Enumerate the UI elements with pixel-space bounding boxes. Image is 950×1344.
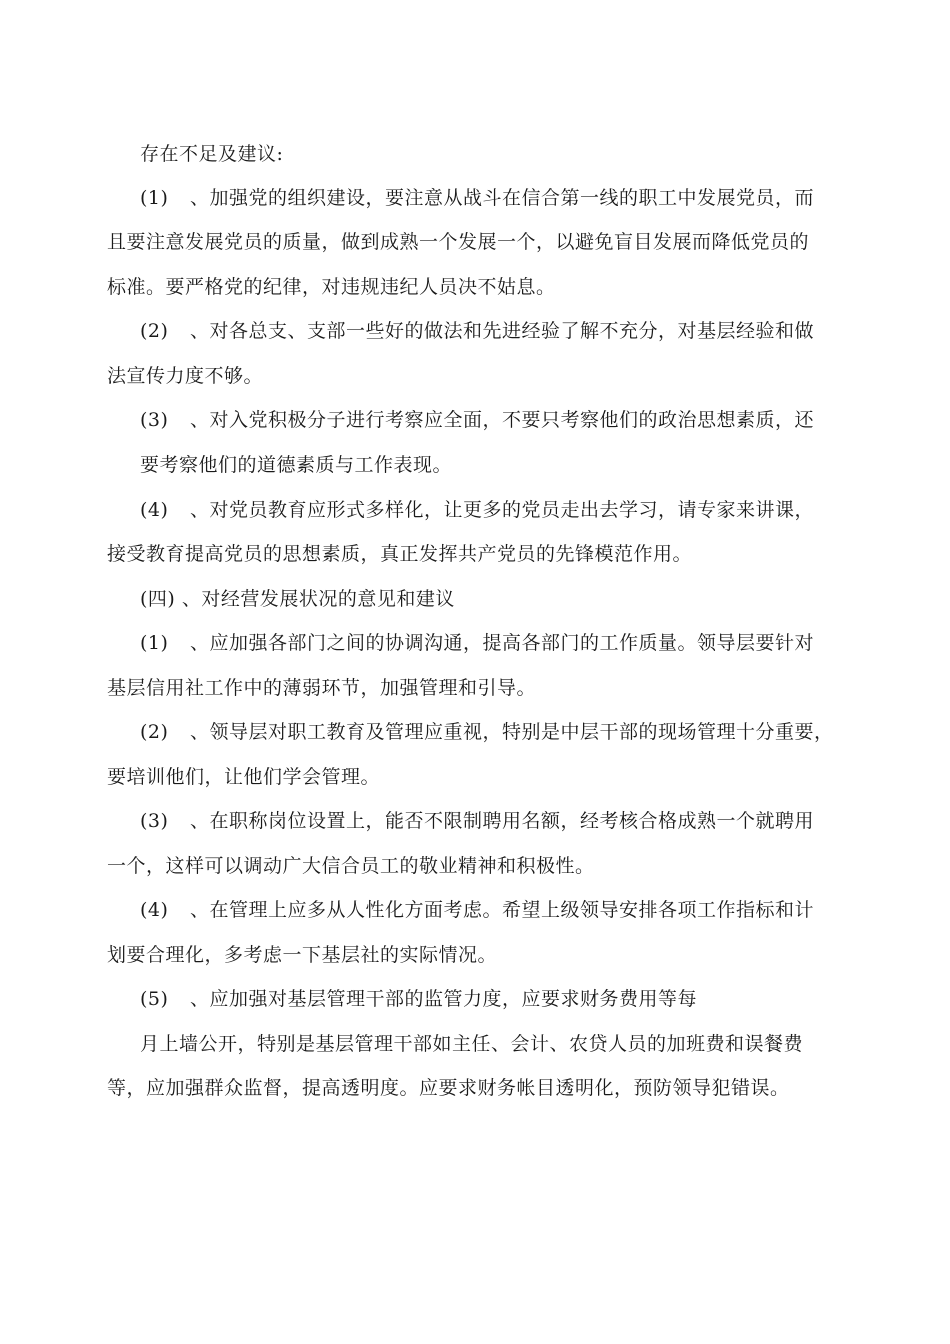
paragraph-4-line-1 xyxy=(140,497,814,523)
section-title: (四) 、对经营发展状况的意见和建议 xyxy=(140,588,455,610)
tail-line-1: 月上墙公开，特别是基层管理干部如主任、会计、农贷人员的加班费和误餐费 xyxy=(140,1033,804,1055)
section-item-5-line-1 xyxy=(140,986,697,1012)
item-marker: (5) xyxy=(140,988,169,1010)
paragraph-2-line-2: 法宣传力度不够。 xyxy=(107,365,264,387)
line-text: 、应加强各部门之间的协调沟通，提高各部门的工作质量。领导层要针对 xyxy=(190,632,815,654)
paragraph-3-line-2: 要考察他们的道德素质与工作表现。 xyxy=(140,454,453,476)
section-item-3-line-2: 一个，这样可以调动广大信合员工的敬业精神和积极性。 xyxy=(107,855,595,877)
item-marker: (2) xyxy=(140,721,169,743)
section-item-1-line-2: 基层信用社工作中的薄弱环节，加强管理和引导。 xyxy=(107,677,537,699)
heading: 存在不足及建议: xyxy=(140,143,284,165)
section-item-3-line-1 xyxy=(140,808,814,834)
item-marker: (2) xyxy=(140,320,169,342)
section-item-4-line-1 xyxy=(140,897,814,923)
paragraph-4-line-2: 接受教育提高党员的思想素质，真正发挥共产党员的先锋模范作用。 xyxy=(107,543,693,565)
line-text: 、在管理上应多从人性化方面考虑。希望上级领导安排各项工作指标和计 xyxy=(190,899,815,921)
item-marker: (1) xyxy=(140,632,169,654)
section-item-2-line-1 xyxy=(140,719,834,745)
item-marker: (3) xyxy=(140,409,169,431)
paragraph-1-line-3: 标准。要严格党的纪律，对违规违纪人员决不姑息。 xyxy=(107,276,556,298)
item-marker: (4) xyxy=(140,499,169,521)
line-text: 、对各总支、支部一些好的做法和先进经验了解不充分，对基层经验和做 xyxy=(190,320,815,342)
line-text: 、应加强对基层管理干部的监管力度，应要求财务费用等每 xyxy=(190,988,698,1010)
line-text: 、加强党的组织建设，要注意从战斗在信合第一线的职工中发展党员，而 xyxy=(190,187,815,209)
section-item-2-line-2: 要培训他们，让他们学会管理。 xyxy=(107,766,381,788)
paragraph-1-line-1 xyxy=(140,185,814,211)
line-text: 、对入党积极分子进行考察应全面，不要只考察他们的政治思想素质，还 xyxy=(190,409,815,431)
item-marker: (1) xyxy=(140,187,169,209)
paragraph-2-line-1 xyxy=(140,318,814,344)
tail-line-2: 等，应加强群众监督，提高透明度。应要求财务帐目透明化，预防领导犯错误。 xyxy=(107,1077,790,1099)
section-item-1-line-1 xyxy=(140,630,814,656)
paragraph-1-line-2: 且要注意发展党员的质量，做到成熟一个发展一个，以避免盲目发展而降低党员的 xyxy=(107,231,810,253)
line-text: 、领导层对职工教育及管理应重视，特别是中层干部的现场管理十分重要， xyxy=(190,721,834,743)
paragraph-3-line-1 xyxy=(140,407,814,433)
line-text: 、在职称岗位设置上，能否不限制聘用名额，经考核合格成熟一个就聘用 xyxy=(190,810,815,832)
item-marker: (4) xyxy=(140,899,169,921)
item-marker: (3) xyxy=(140,810,169,832)
section-item-4-line-2: 划要合理化，多考虑一下基层社的实际情况。 xyxy=(107,944,498,966)
line-text: 、对党员教育应形式多样化，让更多的党员走出去学习，请专家来讲课， xyxy=(190,499,815,521)
